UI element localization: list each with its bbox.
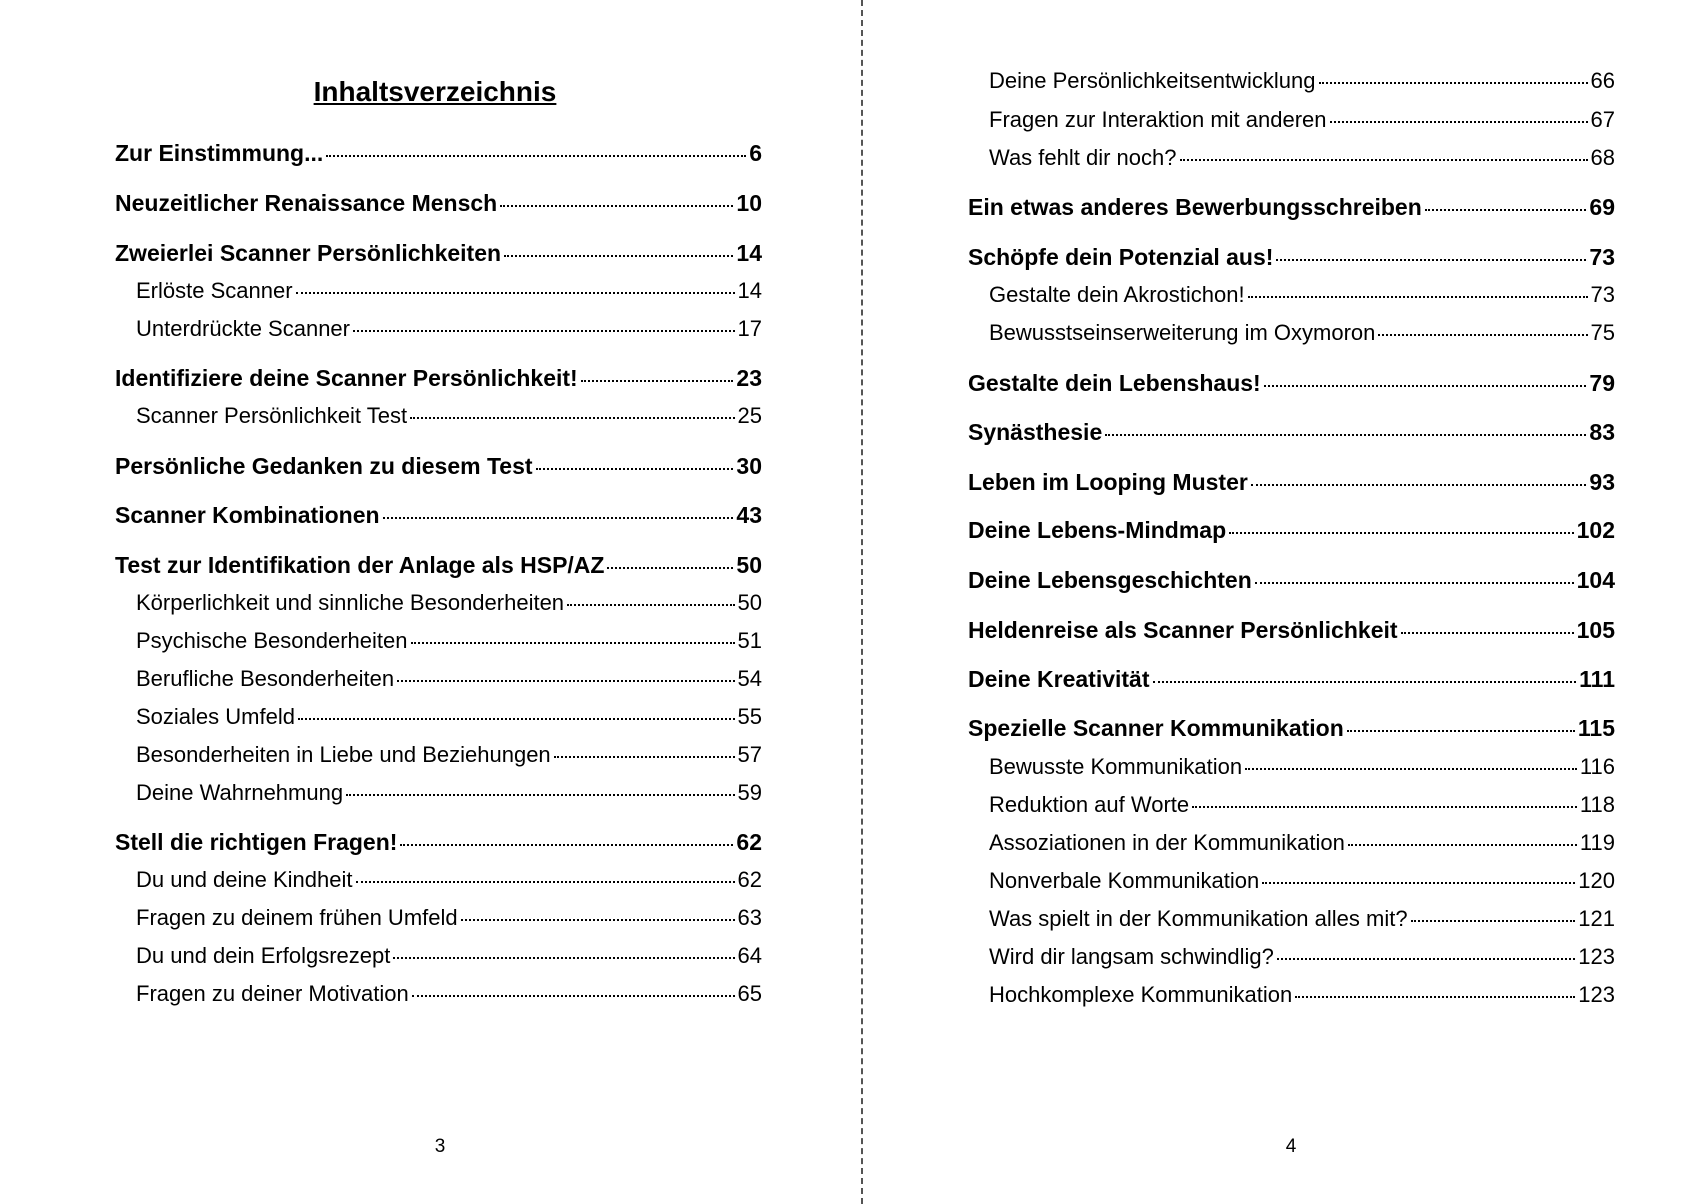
toc-section-entry[interactable]: [136, 275, 762, 307]
dot-leader: [567, 604, 734, 606]
toc-chapter-entry[interactable]: [968, 663, 1615, 695]
toc-entry-label: Spezielle Scanner Kommunikation: [968, 715, 1344, 741]
dot-leader: [353, 330, 735, 332]
toc-entry-page: 68: [1590, 145, 1615, 170]
toc-entry-page: 123: [1578, 944, 1615, 969]
toc-entry-page: 120: [1578, 868, 1615, 893]
dot-leader: [1401, 632, 1574, 634]
dot-leader: [1347, 730, 1575, 732]
toc-entry-page: 67: [1590, 107, 1615, 132]
toc-entry-label: Gestalte dein Lebenshaus!: [968, 370, 1261, 396]
toc-entry-page: 63: [737, 905, 762, 930]
toc-entry-label: Neuzeitlicher Renaissance Mensch: [115, 190, 498, 216]
toc-entry-label: Unterdrückte Scanner: [136, 316, 350, 341]
toc-chapter-entry[interactable]: [968, 466, 1615, 498]
toc-entry-page: 75: [1590, 320, 1615, 345]
toc-entry-label: Scanner Kombinationen: [115, 502, 380, 528]
dot-leader: [1411, 920, 1576, 922]
toc-chapter-entry[interactable]: [968, 191, 1615, 223]
toc-chapter-entry[interactable]: [115, 137, 762, 169]
toc-entry-label: Hochkomplexe Kommunikation: [989, 982, 1293, 1007]
toc-section-entry[interactable]: [989, 865, 1615, 897]
toc-section-entry[interactable]: [989, 65, 1615, 97]
toc-entry-page: 10: [736, 190, 762, 216]
dot-leader: [1105, 434, 1586, 436]
toc-entry-label: Identifiziere deine Scanner Persönlichkeit!: [115, 365, 578, 391]
dot-leader: [410, 417, 734, 419]
toc-title: Inhaltsverzeichnis: [313, 76, 557, 107]
toc-entry-page: 57: [737, 742, 762, 767]
toc-entry-page: 62: [737, 867, 762, 892]
toc-entry-page: 62: [736, 829, 762, 855]
toc-entry-page: 14: [736, 240, 762, 266]
toc-entry-page: 65: [737, 981, 762, 1006]
dot-leader: [412, 995, 735, 997]
toc-entry-page: 104: [1576, 567, 1615, 593]
dot-leader: [1319, 82, 1588, 84]
toc-entry-label: Fragen zur Interaktion mit anderen: [989, 107, 1327, 132]
dot-leader: [1378, 334, 1587, 336]
toc-entry-page: 111: [1579, 666, 1615, 692]
dot-leader: [356, 881, 735, 883]
toc-chapter-entry[interactable]: [968, 367, 1615, 399]
toc-entry-label: Besonderheiten in Liebe und Beziehungen: [136, 742, 551, 767]
toc-entry-label: Test zur Identifikation der Anlage als HSP/AZ: [115, 552, 605, 578]
toc-section-entry[interactable]: [989, 142, 1615, 174]
toc-entry-page: 6: [749, 140, 762, 166]
dot-leader: [1245, 768, 1577, 770]
toc-entry-label: Bewusstseinserweiterung im Oxymoron: [989, 320, 1376, 345]
toc-entry-label: Schöpfe dein Potenzial aus!: [968, 244, 1274, 270]
toc-entry-label: Fragen zu deinem frühen Umfeld: [136, 905, 458, 930]
dot-leader: [1425, 209, 1587, 211]
page-number: 4: [1285, 1136, 1297, 1157]
toc-section-entry[interactable]: [136, 701, 762, 733]
dot-leader: [1264, 385, 1587, 387]
toc-section-entry[interactable]: [989, 104, 1615, 136]
toc-section-entry[interactable]: [136, 864, 762, 896]
toc-section-entry[interactable]: [989, 903, 1615, 935]
dot-leader: [1262, 882, 1575, 884]
toc-chapter-entry[interactable]: [115, 826, 762, 858]
toc-section-entry[interactable]: [136, 739, 762, 771]
toc-entry-page: 17: [737, 316, 762, 341]
toc-section-entry[interactable]: [136, 777, 762, 809]
toc-entry-page: 54: [737, 666, 762, 691]
toc-entry-page: 50: [737, 590, 762, 615]
toc-entry-label: Deine Wahrnehmung: [136, 780, 344, 805]
dot-leader: [461, 919, 735, 921]
toc-section-entry[interactable]: [989, 941, 1615, 973]
toc-entry-page: 119: [1579, 830, 1615, 855]
dot-leader: [346, 794, 734, 796]
dot-leader: [1248, 296, 1588, 298]
dot-leader: [1295, 996, 1575, 998]
toc-entry-label: Soziales Umfeld: [136, 704, 295, 729]
toc-entry-page: 30: [736, 453, 762, 479]
toc-section-entry[interactable]: [136, 663, 762, 695]
toc-entry-page: 115: [1577, 715, 1615, 741]
toc-entry-label: Was fehlt dir noch?: [989, 145, 1177, 170]
dot-leader: [411, 642, 735, 644]
toc-entry-label: Zur Einstimmung...: [115, 140, 324, 166]
dot-leader: [298, 718, 735, 720]
toc-section-entry[interactable]: [136, 625, 762, 657]
dot-leader: [504, 255, 733, 257]
toc-entry-page: 69: [1589, 194, 1615, 220]
toc-chapter-entry[interactable]: [968, 564, 1615, 596]
toc-section-entry[interactable]: [136, 400, 762, 432]
toc-entry-label: Gestalte dein Akrostichon!: [989, 282, 1245, 307]
toc-chapter-entry[interactable]: [968, 416, 1615, 448]
toc-entry-page: 59: [737, 780, 762, 805]
toc-chapter-entry[interactable]: [115, 450, 762, 482]
toc-entry-label: Leben im Looping Muster: [968, 469, 1248, 495]
toc-entry-label: Deine Persönlichkeitsentwicklung: [989, 68, 1316, 93]
dot-leader: [1255, 582, 1574, 584]
toc-entry-label: Fragen zu deiner Motivation: [136, 981, 409, 1006]
toc-entry-page: 23: [736, 365, 762, 391]
toc-entry-label: Nonverbale Kommunikation: [989, 868, 1260, 893]
dot-leader: [1276, 259, 1586, 261]
dot-leader: [607, 567, 733, 569]
toc-chapter-entry[interactable]: [968, 514, 1615, 546]
toc-entry-label: Zweierlei Scanner Persönlichkeiten: [115, 240, 502, 266]
toc-entry-label: Was spielt in der Kommunikation alles mit?: [989, 906, 1408, 931]
toc-entry-page: 102: [1576, 517, 1615, 543]
right-page: [863, 0, 1703, 1204]
toc-section-entry[interactable]: [989, 279, 1615, 311]
toc-entry-label: Deine Kreativität: [968, 666, 1150, 692]
dot-leader: [1277, 958, 1575, 960]
toc-chapter-entry[interactable]: [968, 614, 1615, 646]
dot-leader: [1348, 844, 1577, 846]
toc-entry-page: 73: [1590, 282, 1615, 307]
toc-entry-label: Synästhesie: [968, 419, 1103, 445]
toc-entry-page: 105: [1576, 617, 1615, 643]
dot-leader: [1180, 159, 1588, 161]
dot-leader: [1229, 532, 1573, 534]
toc-entry-page: 79: [1589, 370, 1615, 396]
toc-entry-page: 64: [737, 943, 762, 968]
dot-leader: [400, 844, 733, 846]
toc-entry-page: 73: [1589, 244, 1615, 270]
toc-entry-label: Ein etwas anderes Bewerbungsschreiben: [968, 194, 1422, 220]
dot-leader: [554, 756, 735, 758]
dot-leader: [383, 517, 734, 519]
toc-section-entry[interactable]: [989, 827, 1615, 859]
toc-entry-label: Deine Lebensgeschichten: [968, 567, 1252, 593]
toc-entry-page: 50: [736, 552, 762, 578]
toc-entry-label: Assoziationen in der Kommunikation: [989, 830, 1345, 855]
dot-leader: [581, 380, 734, 382]
toc-entry-page: 123: [1578, 982, 1615, 1007]
toc-section-entry[interactable]: [989, 751, 1615, 783]
toc-entry-page: 93: [1589, 469, 1615, 495]
toc-entry-label: Körperlichkeit und sinnliche Besonderheiten: [136, 590, 565, 615]
toc-entry-label: Bewusste Kommunikation: [989, 754, 1243, 779]
dot-leader: [536, 468, 734, 470]
toc-section-entry[interactable]: [136, 940, 762, 972]
toc-entry-label: Deine Lebens-Mindmap: [968, 517, 1227, 543]
toc-chapter-entry[interactable]: [115, 237, 762, 269]
dot-leader: [397, 680, 734, 682]
toc-section-entry[interactable]: [136, 902, 762, 934]
toc-entry-label: Heldenreise als Scanner Persönlichkeit: [968, 617, 1398, 643]
dot-leader: [1153, 681, 1577, 683]
toc-entry-page: 83: [1589, 419, 1615, 445]
toc-entry-label: Persönliche Gedanken zu diesem Test: [115, 453, 533, 479]
dot-leader: [500, 205, 733, 207]
toc-chapter-entry[interactable]: [115, 499, 762, 531]
toc-entry-page: 116: [1579, 754, 1615, 779]
toc-section-entry[interactable]: [136, 587, 762, 619]
dot-leader: [326, 155, 746, 157]
toc-entry-page: 121: [1578, 906, 1615, 931]
toc-chapter-entry[interactable]: [968, 241, 1615, 273]
toc-entry-label: Erlöste Scanner: [136, 278, 293, 303]
toc-entry-label: Du und deine Kindheit: [136, 867, 353, 892]
toc-entry-page: 55: [737, 704, 762, 729]
toc-chapter-entry[interactable]: [115, 187, 762, 219]
toc-entry-page: 66: [1590, 68, 1615, 93]
toc-entry-label: Reduktion auf Worte: [989, 792, 1190, 817]
toc-chapter-entry[interactable]: [115, 549, 762, 581]
toc-section-entry[interactable]: [989, 979, 1615, 1011]
dot-leader: [296, 292, 735, 294]
dot-leader: [1330, 121, 1588, 123]
toc-section-entry[interactable]: [989, 317, 1615, 349]
toc-entry-label: Psychische Besonderheiten: [136, 628, 408, 653]
toc-entry-label: Stell die richtigen Fragen!: [115, 829, 398, 855]
page-number: 3: [434, 1136, 446, 1157]
toc-chapter-entry[interactable]: [115, 362, 762, 394]
dot-leader: [393, 957, 734, 959]
toc-entry-page: 25: [737, 403, 762, 428]
toc-entry-label: Berufliche Besonderheiten: [136, 666, 395, 691]
toc-chapter-entry[interactable]: [968, 712, 1615, 744]
toc-entry-page: 43: [736, 502, 762, 528]
toc-entry-label: Scanner Persönlichkeit Test: [136, 403, 408, 428]
toc-entry-label: Wird dir langsam schwindlig?: [989, 944, 1274, 969]
toc-entry-page: 118: [1579, 792, 1615, 817]
toc-section-entry[interactable]: [989, 789, 1615, 821]
dot-leader: [1251, 484, 1587, 486]
toc-entry-page: 51: [737, 628, 762, 653]
toc-section-entry[interactable]: [136, 313, 762, 345]
dot-leader: [1192, 806, 1577, 808]
toc-section-entry[interactable]: [136, 978, 762, 1010]
toc-entry-label: Du und dein Erfolgsrezept: [136, 943, 391, 968]
toc-entry-page: 14: [737, 278, 762, 303]
